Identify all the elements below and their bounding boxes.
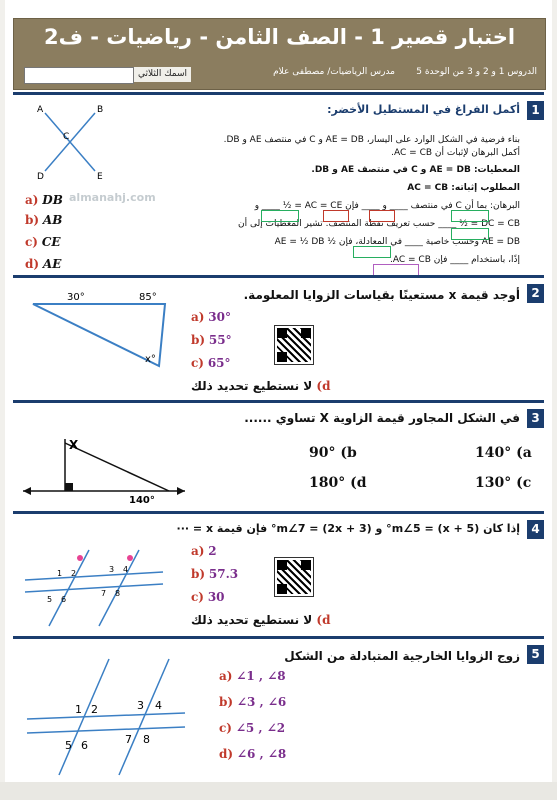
- name-label: اسمك الثلاثي: [134, 67, 191, 82]
- question-3: [13, 400, 544, 511]
- svg-text:8: 8: [115, 589, 121, 598]
- option-a[interactable]: a) 30°: [191, 310, 231, 324]
- figure-label: E: [97, 172, 103, 181]
- question-number: 5: [527, 645, 544, 664]
- figure-label: C: [63, 132, 70, 142]
- figure-label: B: [97, 105, 104, 115]
- question-title: في الشكل المجاور قيمة الزاوية X تساوي ......: [244, 411, 520, 425]
- option-b[interactable]: 90° (b: [309, 445, 357, 461]
- question-title: أكمل الفراغ في المستطيل الأخضر:: [327, 103, 520, 116]
- proof-intro: بناء فرضية في الشكل الوارد على اليسار، AE = DB و C في منتصف AE و DB.: [223, 135, 520, 145]
- proof-goal: أكمل البرهان لإثبات أن AC = CB.: [391, 148, 520, 158]
- teacher-label: مدرس الرياضيات/ مصطفى علام: [273, 67, 395, 77]
- option-d[interactable]: d) AE: [25, 257, 62, 271]
- option-b[interactable]: b) 57.3: [191, 567, 239, 581]
- svg-text:5: 5: [65, 739, 72, 752]
- question-number: 1: [527, 101, 544, 120]
- answer-box-green[interactable]: [261, 205, 299, 224]
- option-b[interactable]: b) ∠3 , ∠6: [219, 695, 287, 709]
- answer-box-green[interactable]: [353, 241, 391, 260]
- question-number: 4: [527, 520, 544, 539]
- option-b[interactable]: b) 55°: [191, 333, 232, 347]
- option-a[interactable]: a) DB: [25, 193, 63, 207]
- option-d[interactable]: d) لا نستطيع تحديد ذلك: [191, 613, 331, 627]
- angle-label: 30°: [67, 292, 85, 303]
- qr-code[interactable]: [275, 326, 313, 364]
- question-title: أوجد قيمة x مستعينًا بقياسات الزوايا المعلومة.: [243, 288, 520, 302]
- name-input[interactable]: [24, 67, 134, 84]
- option-a[interactable]: a) 2: [191, 544, 217, 558]
- svg-text:5: 5: [47, 595, 53, 604]
- question-2: [13, 275, 544, 400]
- question-4: [13, 511, 544, 635]
- worksheet-page: [5, 0, 552, 800]
- option-a[interactable]: a) ∠1 , ∠8: [219, 669, 286, 683]
- angle-label: x°: [145, 354, 156, 365]
- svg-text:1: 1: [57, 569, 63, 578]
- watermark-text: almanahj.com: [69, 191, 156, 204]
- figure-label: D: [37, 172, 44, 181]
- given-statement: المعطيات: AE = DB و C في منتصف AE و DB.: [311, 165, 520, 175]
- svg-text:3: 3: [137, 699, 144, 712]
- option-c[interactable]: c) 65°: [191, 356, 231, 370]
- option-c[interactable]: c) ∠5 , ∠2: [219, 721, 286, 735]
- proof-line-4: إذًا، باستخدام ____ فإن AC = CB.: [389, 255, 520, 265]
- svg-text:2: 2: [71, 569, 77, 578]
- svg-text:1: 1: [75, 703, 82, 716]
- svg-text:7: 7: [101, 589, 107, 598]
- svg-text:8: 8: [143, 733, 150, 746]
- svg-text:7: 7: [125, 733, 132, 746]
- proof-line-2: DC = CB = ½ ____ حسب تعريف نقطة المنتصف. تشير المعطيات إلى أن: [237, 219, 520, 229]
- question-1: [13, 92, 544, 273]
- question-title: زوج الزوايا الخارجية المتبادلة من الشكل: [284, 649, 520, 663]
- page-title: اختبار قصير 1 - الصف الثامن - رياضيات - ف2: [43, 25, 516, 49]
- option-d[interactable]: 180° (d: [309, 475, 367, 491]
- parallel-lines-figure: [19, 653, 189, 779]
- page-footer-bar: [0, 782, 557, 800]
- lessons-label: الدروس 1 و 2 و 3 من الوحدة 5: [416, 67, 537, 77]
- answer-box-green[interactable]: [451, 223, 489, 242]
- figure-label: A: [37, 105, 44, 115]
- option-d[interactable]: d) لا نستطيع تحديد ذلك: [191, 379, 331, 393]
- option-b[interactable]: b) AB: [25, 213, 63, 227]
- question-5: [13, 636, 544, 783]
- parallel-lines-figure: [19, 542, 169, 632]
- svg-text:4: 4: [155, 699, 162, 712]
- answer-box-red[interactable]: [369, 205, 395, 224]
- proof-line-3: AE = DB وحسب خاصية ____ في المعادلة، فإن ½ AE = ½ DB: [274, 237, 520, 247]
- angle-x-label: X: [69, 438, 79, 452]
- option-d[interactable]: d) ∠6 , ∠8: [219, 747, 287, 761]
- option-a[interactable]: 140° (a: [475, 445, 532, 461]
- svg-text:6: 6: [61, 595, 67, 604]
- option-c[interactable]: c) 30: [191, 590, 225, 604]
- worksheet-header: [13, 18, 546, 90]
- question-number: 3: [527, 409, 544, 428]
- svg-text:6: 6: [81, 739, 88, 752]
- question-title: إذا كان m∠5 = (x + 5)° و m∠7 = (2x + 3)° فإن قيمة x = ···: [176, 522, 520, 535]
- answer-box-green[interactable]: [451, 205, 489, 224]
- angle-figure: [19, 427, 189, 507]
- svg-text:4: 4: [123, 565, 129, 574]
- crossing-lines-figure: [33, 101, 123, 181]
- prove-statement: المطلوب إثباته: AC = CB: [407, 183, 520, 193]
- triangle-figure: [27, 282, 172, 372]
- svg-text:3: 3: [109, 565, 115, 574]
- angle-label: 140°: [129, 495, 155, 506]
- answer-box-red[interactable]: [323, 205, 349, 224]
- option-c[interactable]: c) CE: [25, 235, 61, 249]
- svg-text:2: 2: [91, 703, 98, 716]
- qr-code[interactable]: [275, 558, 313, 596]
- proof-line-1: البرهان: بما أن C في منتصف ____ و ____ فإن AC = CE = ½ ____ و: [254, 201, 520, 211]
- option-c[interactable]: 130° (c: [475, 475, 532, 491]
- question-number: 2: [527, 284, 544, 303]
- angle-label: 85°: [139, 292, 157, 303]
